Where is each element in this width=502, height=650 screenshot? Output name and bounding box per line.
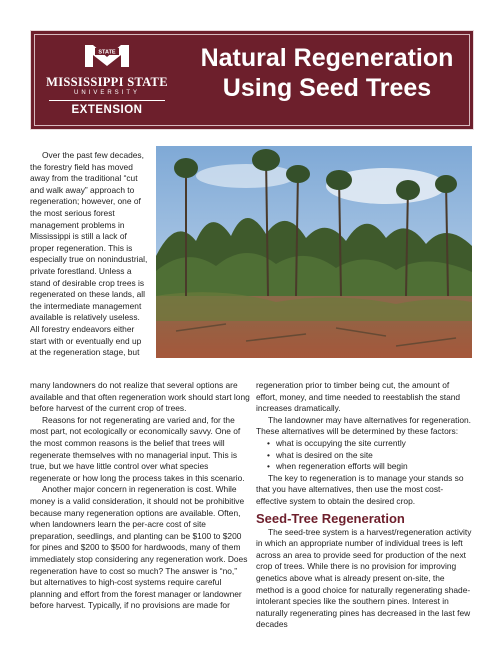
title-line-2: Using Seed Trees [222,74,432,102]
reasons-paragraph: Reasons for not regenerating are varied and, for the most part, not ecologically or economically savvy. One of the most common reasons is the belief that trees will regenerate themselves with no managerial input. This is true, but we have little control over what species regenerate or how long the process takes in this scenario. [30,414,245,483]
intro-paragraph-continued: many landowners do not realize that several options are available and that often regeneration work should start long before harvest of the current crop of trees. [30,380,250,414]
key-paragraph: The key to regeneration is to manage your stands so that you have alternatives, then use the most cost-effective system to obtain the desired crop. [256,472,464,506]
list-item: • what is desired on the site [276,450,472,462]
cost-paragraph-continued: regeneration prior to timber being cut, the amount of effort, money, and time needed to reestablish the stand increases dramatically. [256,380,461,414]
msu-extension-logo [41,37,173,123]
seed-tree-paragraph: The seed-tree system is a harvest/regeneration activity in which an appropriate number of individual trees is left across an area to provide seed for production of the next crop of trees. While there is no provision for improving genetics above what is already present on-site, the method is a good choice for naturally regenerating shade-intolerant species like the southern pines. Interest in naturally regenerating pines has decreased in the last few decades [256,526,472,630]
forest-photo-image [156,146,472,358]
logo-mark-text: STATE [98,49,116,56]
logo-extension: EXTENSION [71,104,143,116]
title-line-1: Natural Regeneration [200,44,454,72]
list-item: • when regeneration efforts will begin [276,461,472,473]
logo-divider [49,100,165,101]
page-title [181,43,473,103]
intro-paragraph: Over the past few decades, the forestry field has moved away from the traditional “cut and walk away” approach to regeneration; however, one of the most serious forest management problems in Mississippi is still a lack of proper regeneration. This is especially true on nonindustrial, private forestland. Unless a stand of desirable crop trees is regenerated on these lands, all the intermediate management available is relatively useless. All forestry endeavors either start with or eventually end up at the regeneration stage, but [30,150,148,358]
left-column [30,380,250,612]
cost-paragraph: Another major concern in regeneration is cost. While money is a valid consideration, it should not be prohibitive because many regeneration options are available. Often, when landowners learn the per-acre cost of site preparation, seedlings, and planting can be $100 to $200 for pines and $200 to $500 for hardwoods, many of them immediately stop considering any regeneration work. Does regeneration have to cost so much? The answer is “no,” but alternatives to high-cost systems require careful planning and effort from the forest manager or landowner before harvest. Typically, if no provisions are made for [30,484,248,611]
intro-column [30,150,148,359]
section-heading: Seed-Tree Regeneration [256,510,405,526]
header-banner [30,30,474,130]
logo-university-name: MISSISSIPPI STATE [46,75,168,89]
right-column [256,380,472,631]
alternatives-paragraph: The landowner may have alternatives for regeneration. These alternatives will be determined by these factors: [256,414,471,437]
logo-university-word: UNIVERSITY [73,90,140,96]
factors-list [256,438,472,473]
list-item: • what is occupying the site currently [276,438,472,450]
msu-logo-mark-icon [83,41,131,69]
forest-photo [156,146,472,358]
